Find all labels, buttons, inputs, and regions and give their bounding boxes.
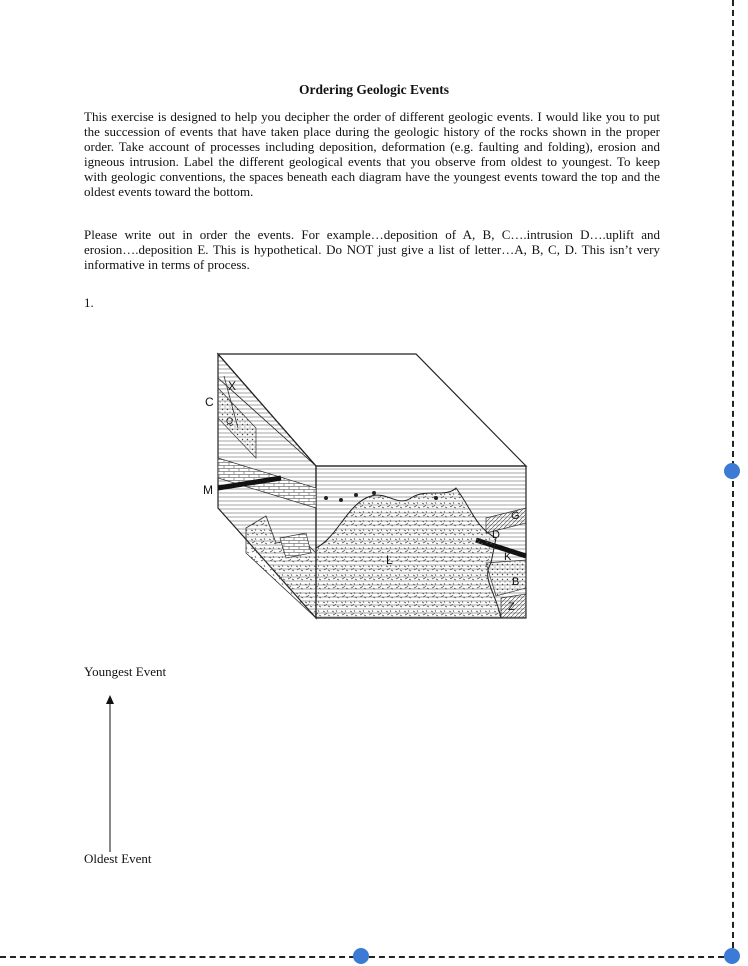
label-k: K (504, 551, 512, 563)
label-d: D (492, 529, 500, 541)
oldest-event-label: Oldest Event (84, 851, 152, 866)
resize-handle-right[interactable] (724, 463, 740, 479)
label-g: G (511, 510, 520, 522)
youngest-event-label: Youngest Event (84, 664, 167, 679)
label-q: Q (226, 416, 234, 426)
label-m: M (203, 483, 213, 497)
label-c: C (205, 395, 214, 409)
resize-handle-bottom[interactable] (353, 948, 369, 964)
time-arrow (100, 692, 120, 854)
intro-paragraph: This exercise is designed to help you decipher the order of different geologic events. I would like you to put the succession of events that have taken place during the geologic history of the rocks shown in the proper order. Take account of processes including deposition, deformation (e.g. faulting and folding), erosion and igneous intrusion. Label the different geological events that you observe from oldest to youngest. To keep with geologic conventions, the spaces beneath each diagram have the youngest events toward the top and the oldest events toward the bottom. (84, 109, 660, 199)
instructions-paragraph: Please write out in order the events. For example…deposition of A, B, C….intrusion D….uplift and erosion….deposition E. This is hypothetical. Do NOT just give a list of letter…A, B, C, D. This isn’t very informative in terms of process. (84, 227, 660, 272)
selection-border-right (732, 0, 734, 958)
page-title: Ordering Geologic Events (299, 82, 449, 97)
geologic-block-diagram (196, 348, 536, 628)
label-z: Z (508, 601, 515, 613)
label-x: X (228, 379, 237, 393)
label-l: L (386, 553, 393, 567)
resize-handle-corner[interactable] (724, 948, 740, 964)
label-b: B (512, 576, 520, 588)
question-number: 1. (84, 295, 94, 310)
